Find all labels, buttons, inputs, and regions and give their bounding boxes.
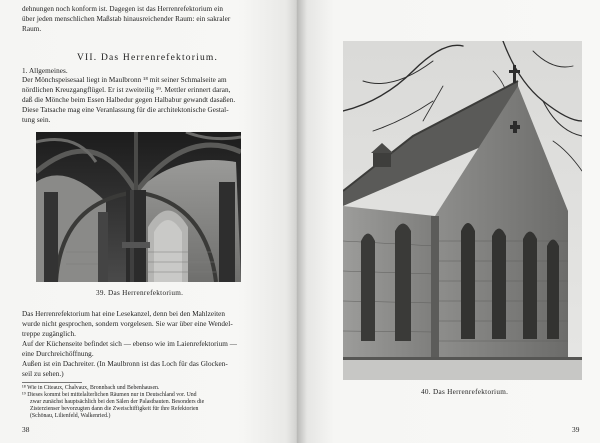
body-line: eine Durchreichöffnung. — [22, 350, 94, 358]
footnote-line: (Schönau, Lilienfeld, Walkenried.) — [30, 413, 111, 419]
page-number: 39 — [572, 425, 580, 434]
intro-line: dehnungen noch konform ist. Dagegen ist das Herrenrefektorium ein — [22, 5, 224, 13]
intro-line: über jeden menschlichen Maßstab hinausreichender Raum: ein sakraler — [22, 15, 231, 23]
body-line: wurde nicht gesprochen, sondern vorgelesen. Sie war über eine Wendel- — [22, 320, 233, 328]
body-line: Auf der Küchenseite befindet sich — ebenso wie im Laienrefektorium — — [22, 340, 237, 348]
body-line: Diese Tatsache mag eine Veranlassung für die architektonische Gestal- — [22, 106, 229, 114]
subsection-heading: 1. Allgemeines. — [22, 67, 68, 75]
footnote-line: ¹⁹ Dieses kommt bei mittelalterlichen Räumen nur in Deutschland vor. Und — [22, 392, 197, 398]
body-line: daß die Mönche beim Essen Halbedur gegen Halbabur gewandt dasaßen. — [22, 96, 236, 104]
right-page — [298, 0, 600, 443]
refectory-interior-photo — [36, 132, 241, 282]
footnote-line: zwar zunächst hauptsächlich bei den Sälen der Palastbauten. Besonders die — [30, 399, 205, 405]
footnote-rule — [22, 382, 82, 383]
figure-40-caption: 40. Das Herrenrefektorium. — [421, 388, 509, 396]
left-page — [0, 0, 298, 443]
page-number: 38 — [22, 425, 30, 434]
body-line: Außen ist ein Dachreiter. (In Maulbronn ist das Loch für das Glocken- — [22, 360, 228, 368]
intro-line: Raum. — [22, 25, 42, 33]
body-line: Das Herrenrefektorium hat eine Lesekanzel, denn bei den Mahlzeiten — [22, 310, 226, 318]
body-line: seil zu sehen.) — [22, 370, 64, 378]
footnote-line: Zisterzienser bevorzugten dann die Zweischiffigkeit für ihre Refektorien — [30, 406, 199, 412]
figure-39-caption: 39. Das Herrenrefektorium. — [96, 289, 184, 297]
section-heading: VII. Das Herrenrefektorium. — [77, 53, 219, 63]
body-line: nördlichen Kreuzgangflügel. Er ist zweiteilig ¹⁹. Mettler erinnert daran, — [22, 86, 231, 94]
body-line: treppe zugänglich. — [22, 330, 76, 338]
refectory-exterior-photo — [343, 41, 582, 380]
footnote-line: ¹⁸ Wie in Citeaux, Chalvaux, Bronnbach und Bebenhausen. — [22, 385, 160, 391]
body-line: Der Mönchspeisesaal liegt in Maulbronn ¹⁸ mit seiner Schmalseite am — [22, 76, 227, 84]
body-line: tung sein. — [22, 116, 51, 124]
